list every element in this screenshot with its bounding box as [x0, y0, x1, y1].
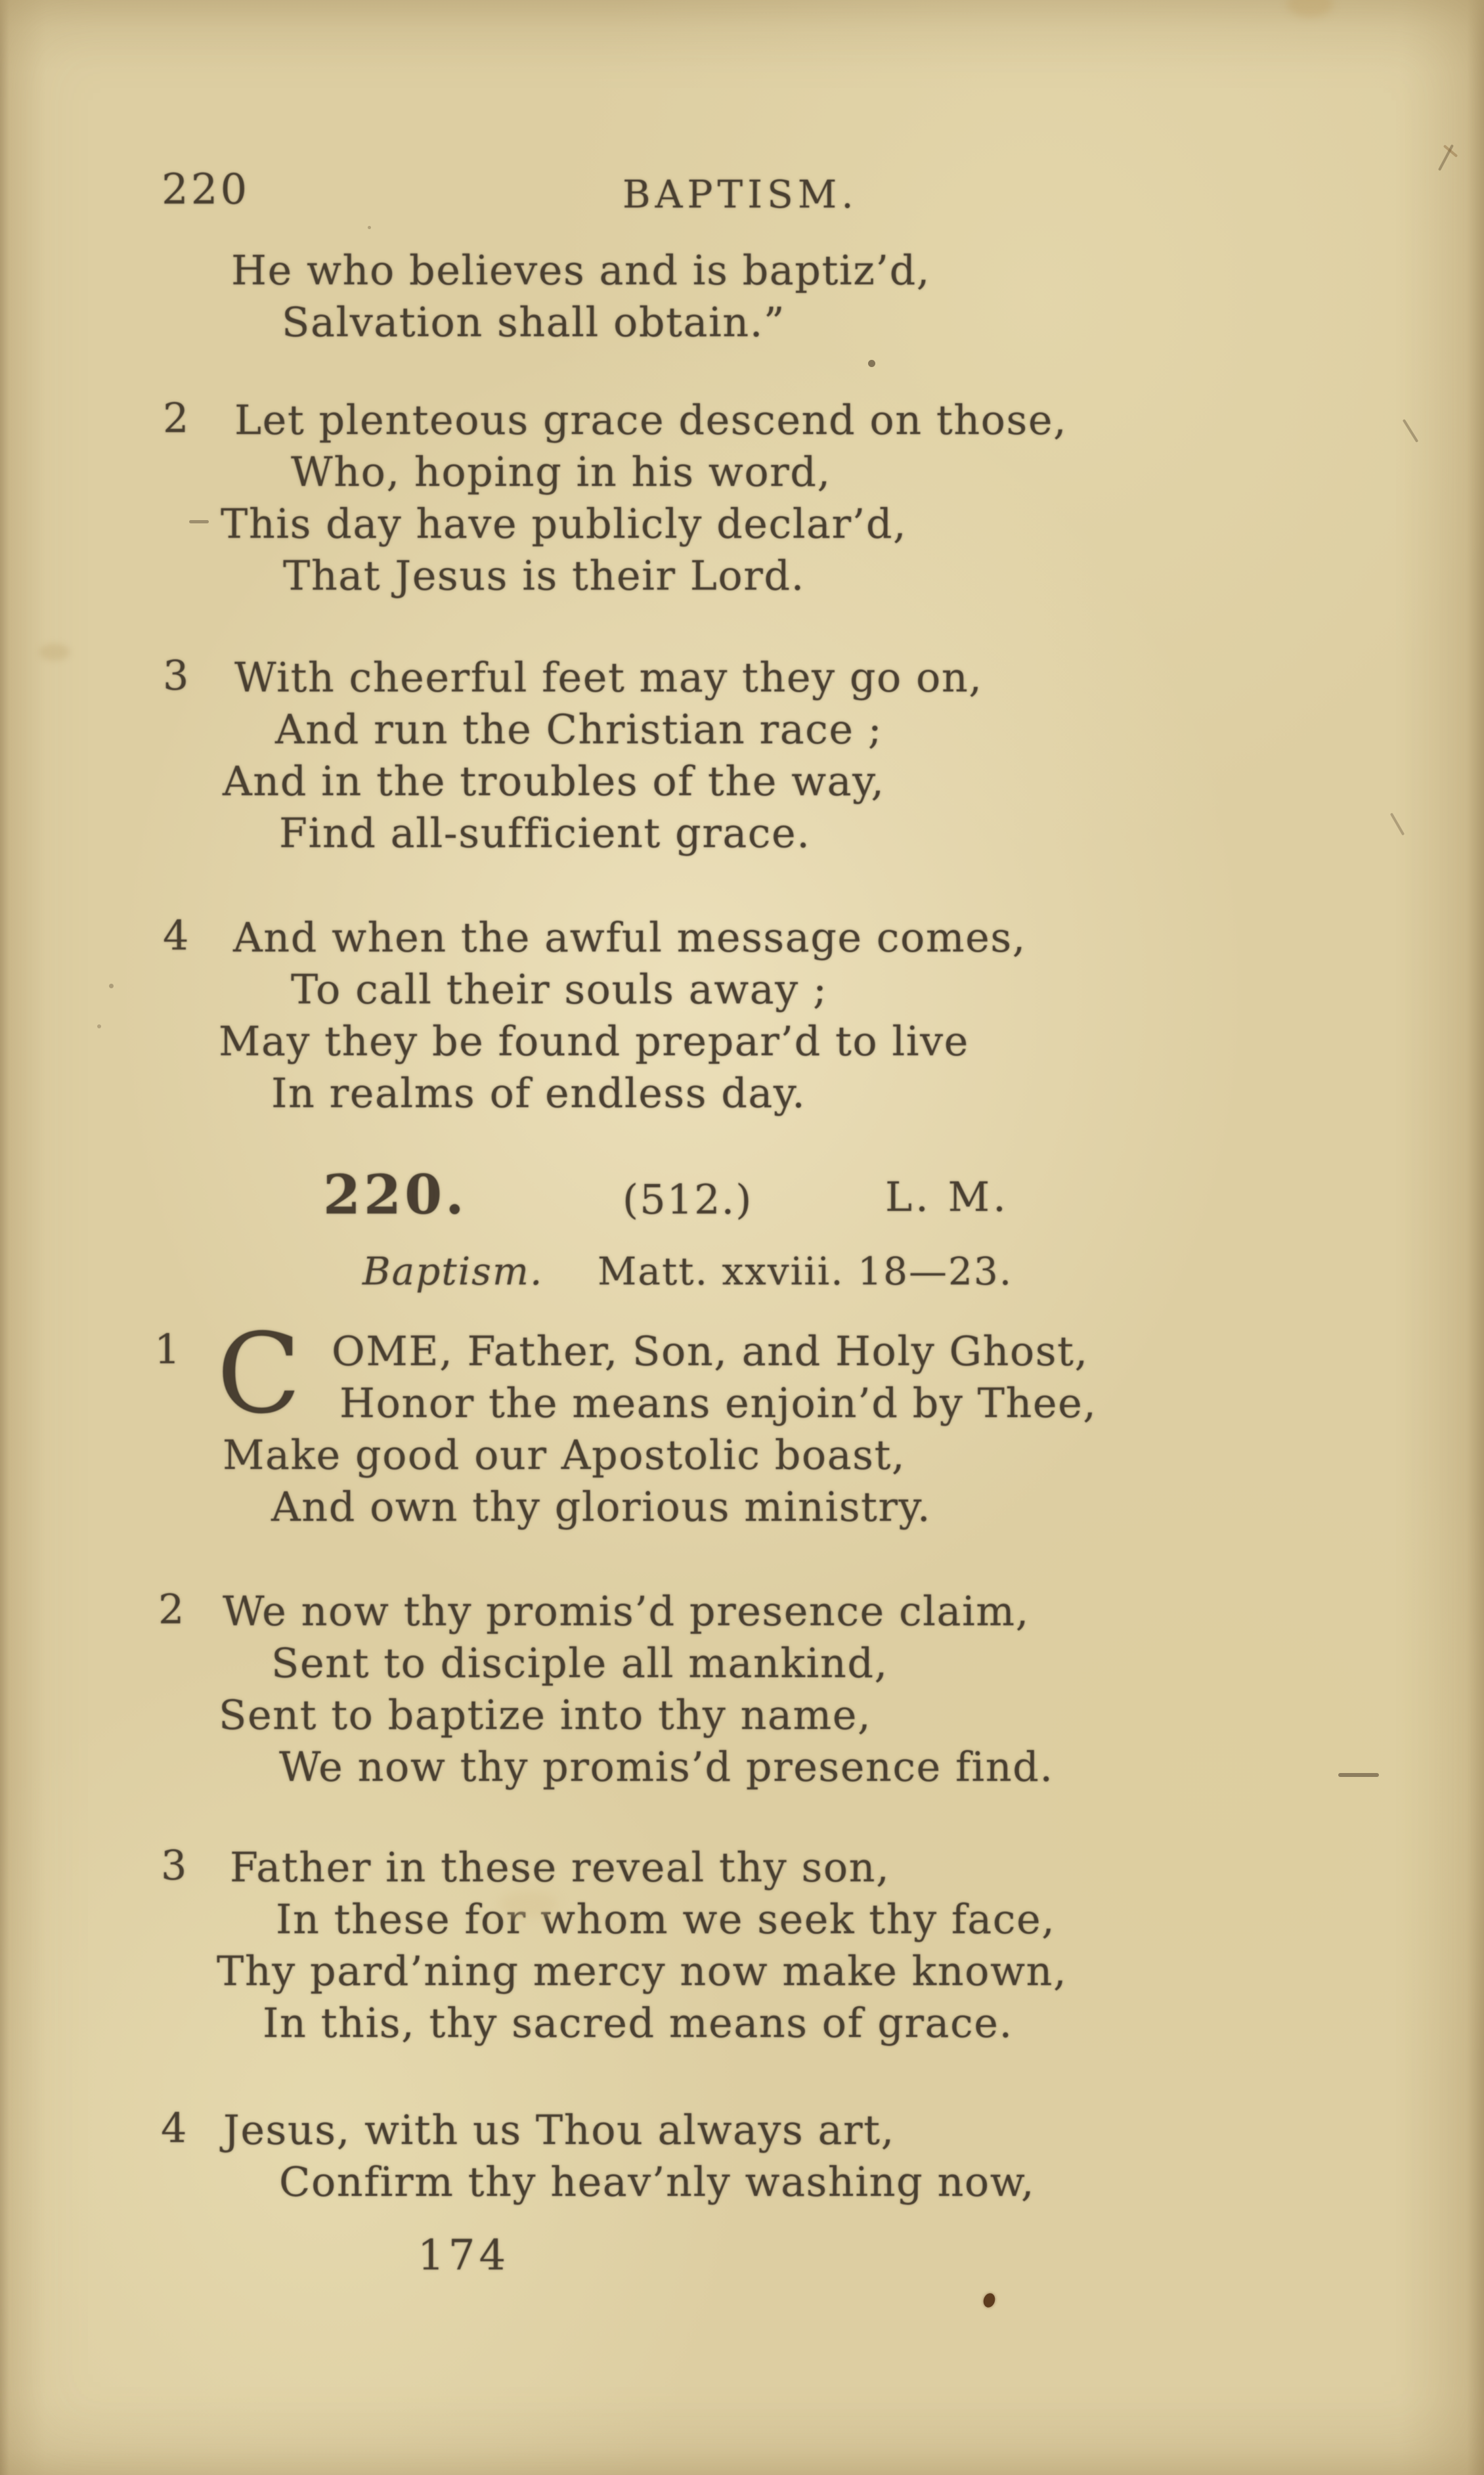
stanza-number: 3 [161, 1841, 187, 1889]
hymn-line: Sent to disciple all mankind, [271, 1639, 888, 1687]
hymn-line: Let plenteous grace descend on those, [234, 396, 1068, 444]
hymn-line: With cheerful feet may they go on, [234, 653, 983, 701]
hymn-line: To call their souls away ; [291, 965, 828, 1013]
stanza-4 [0, 2104, 1484, 2208]
hymn-line: He who believes and is baptiz’d, [231, 246, 930, 294]
hymn-line: Sent to baptize into thy name, [219, 1691, 872, 1739]
hymn-line: Confirm thy heav’nly washing now, [279, 2158, 1036, 2206]
hymn-line: In this, thy sacred means of grace. [263, 1999, 1013, 2047]
stanza-number: 3 [163, 651, 189, 699]
stanza-number: 4 [163, 911, 189, 959]
hymn-line: In realms of endless day. [271, 1069, 806, 1117]
hymn-line: This day have publicly declar’d, [221, 500, 907, 548]
hymn-line: And run the Christian race ; [275, 705, 883, 753]
hymn-line: We now thy promis’d presence find. [279, 1743, 1054, 1791]
hymn-line: Thy pard’ning mercy now make known, [217, 1947, 1068, 1995]
hymn-line: Find all-sufficient grace. [279, 809, 811, 857]
drop-cap-letter: C [217, 1309, 301, 1438]
stanza-number: 2 [158, 1585, 185, 1633]
hymn-tune-reference: (512.) [622, 1175, 753, 1223]
hymn-line: In these for whom we seek thy face, [276, 1895, 1056, 1943]
hymn-meter: L. M. [885, 1173, 1009, 1221]
hymn-scripture-reference: Matt. xxviii. 18—23. [598, 1249, 1013, 1294]
hymn-line: Salvation shall obtain.” [282, 298, 786, 346]
stanza-number: 1 [154, 1325, 181, 1373]
ink-dot-mark [97, 1024, 101, 1028]
ink-dot-mark [368, 226, 371, 229]
hymn-line: May they be found prepar’d to live [219, 1017, 969, 1065]
hymn-number: 220. [323, 1164, 468, 1227]
stanza-3 [0, 1841, 1484, 2049]
hymn-line: Father in these reveal thy son, [230, 1843, 890, 1891]
signature-mark: 174 [418, 2231, 510, 2280]
stanza-2 [0, 1585, 1484, 1793]
hymn-line: We now thy promis’d presence claim, [223, 1587, 1030, 1635]
hymn-subtitle: Baptism. [362, 1249, 544, 1294]
hymn-line: Make good our Apostolic boast, [223, 1431, 906, 1479]
stanza-3 [0, 651, 1484, 859]
page-number: 220 [162, 165, 250, 214]
paper-stain [39, 644, 70, 661]
stanza-1 [0, 1309, 1484, 1533]
stanza-number: 4 [161, 2104, 187, 2152]
paper-stain [1287, 0, 1333, 17]
hymn-line: And when the awful message comes, [233, 913, 1026, 961]
hymn-line: And own thy glorious ministry. [271, 1483, 932, 1531]
stanza-number: 2 [163, 394, 189, 442]
section-header: BAPTISM. [622, 172, 858, 217]
hymn-line: And in the troubles of the way, [223, 757, 885, 805]
stanza-2 [0, 394, 1484, 602]
hymn-line: Who, hoping in his word, [291, 448, 831, 496]
hymn-line: OME, Father, Son, and Holy Ghost, [332, 1327, 1089, 1375]
stanza-continuation [0, 244, 1484, 348]
stray-dash-mark [1338, 1773, 1379, 1777]
stanza-4 [0, 911, 1484, 1119]
hymn-line: That Jesus is their Lord. [283, 552, 805, 600]
hymn-line: Jesus, with us Thou always art, [223, 2106, 895, 2154]
stray-dash-mark [189, 520, 209, 523]
brown-fleck-mark [982, 2292, 997, 2309]
hymn-line: Honor the means enjoin’d by Thee, [339, 1379, 1097, 1427]
paper-stain [499, 1891, 558, 1917]
ink-dot-mark [868, 360, 875, 367]
ink-dot-mark [109, 984, 114, 988]
